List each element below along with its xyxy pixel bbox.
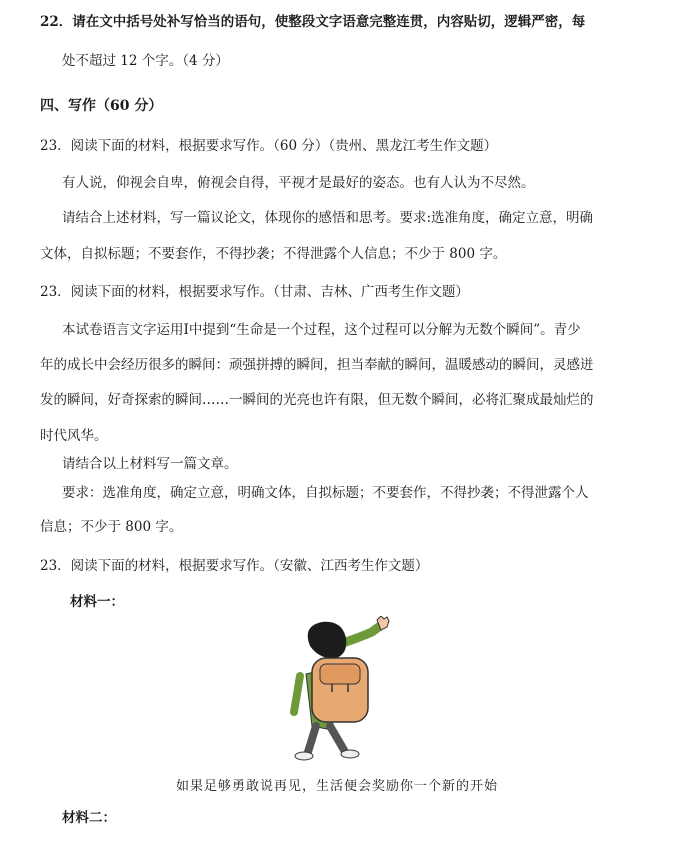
backpack-flap	[320, 664, 360, 684]
hair	[308, 622, 347, 658]
q23b-material-line-1: 本试卷语言文字运用Ⅰ中提到“生命是一个过程，这个过程可以分解为无数个瞬间”。青少	[62, 322, 581, 338]
left-leg	[308, 726, 316, 752]
q23b-requirement-2: 信息；不少于 800 字。	[40, 519, 183, 535]
q23a-heading: 23．阅读下面的材料，根据要求写作。（60 分）（贵州、黑龙江考生作文题）	[40, 138, 498, 154]
material-1-label: 材料一：	[70, 594, 124, 610]
q23a-requirement-2: 文体，自拟标题；不要套作，不得抄袭；不得泄露个人信息；不少于 800 字。	[40, 246, 507, 262]
student-backpack-illustration	[280, 616, 410, 766]
q23b-instruction: 请结合以上材料写一篇文章。	[62, 456, 238, 472]
q23a-requirement-1: 请结合上述材料，写一篇议论文，体现你的感悟和思考。要求:选准角度，确定立意，明确	[62, 210, 594, 226]
material-2-label: 材料二：	[62, 810, 116, 826]
right-shoe	[341, 750, 359, 758]
q23a-material: 有人说，仰视会自卑，俯视会自得，平视才是最好的姿态。也有人认为不尽然。	[62, 175, 535, 191]
q22-line-2: 处不超过 12 个字。（4 分）	[62, 53, 229, 69]
right-leg	[330, 726, 344, 750]
q23b-material-line-4: 时代风华。	[40, 428, 108, 444]
left-arm	[294, 676, 300, 712]
q23b-material-line-2: 年的成长中会经历很多的瞬间：顽强拼搏的瞬间，担当奉献的瞬间，温暖感动的瞬间，灵感迸	[40, 357, 594, 373]
q23c-heading: 23．阅读下面的材料，根据要求写作。（安徽、江西考生作文题）	[40, 558, 429, 574]
q23b-heading: 23．阅读下面的材料，根据要求写作。（甘肃、吉林、广西考生作文题）	[40, 284, 469, 300]
q22-line-1: 22．请在文中括号处补写恰当的语句，使整段文字语意完整连贯，内容贴切，逻辑严密，每	[40, 14, 586, 30]
illustration-caption: 如果足够勇敢说再见，生活便会奖励你一个新的开始	[176, 779, 499, 794]
section-4-heading: 四、写作（60 分）	[40, 98, 163, 114]
left-shoe	[295, 752, 313, 760]
q23b-requirement-1: 要求：选准角度，确定立意，明确文体，自拟标题；不要套作，不得抄袭；不得泄露个人	[62, 485, 589, 501]
q23b-material-line-3: 发的瞬间，好奇探索的瞬间……一瞬间的光亮也许有限，但无数个瞬间，必将汇聚成最灿烂的	[40, 392, 594, 408]
